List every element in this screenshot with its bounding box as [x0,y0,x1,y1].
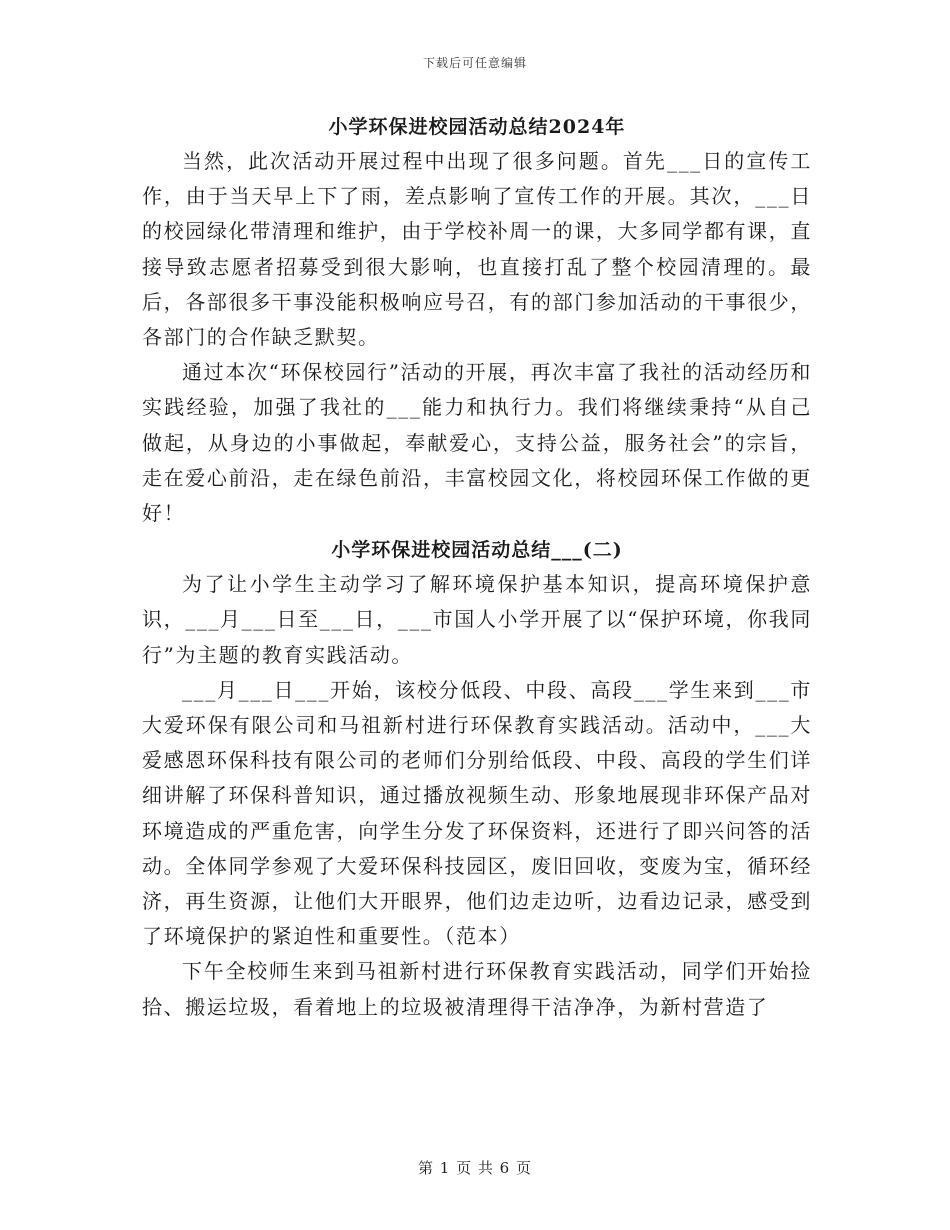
paragraph: ___月___日___开始，该校分低段、中段、高段___学生来到___市大爱环保有限公司和马祖新村进行环保教育实践活动。活动中，___大爱感恩环保科技有限公司的老师们分别给低段、中段、高段的学生们详细讲解了环保科普知识，通过播放视频生动、形象地展现非环保产品对环境造成的严重危害，向学生分发了环保资料，还进行了即兴问答的活动。全体同学参观了大爱环保科技园区，废旧回收，变废为宝，循环经济，再生资源，让他们大开眼界，他们边走边听，边看边记录，感受到了环境保护的紧迫性和重要性。（范本） [142,677,812,949]
section-title-1: 小学环保进校园活动总结2024年 [328,116,626,138]
paragraph: 为了让小学生主动学习了解环境保护基本知识，提高环境保护意识，___月___日至___日，___市国人小学开展了以“保护环境，你我同行”为主题的教育实践活动。 [142,572,812,667]
paragraph: 下午全校师生来到马祖新村进行环保教育实践活动，同学们开始捡拾、搬运垃圾，看着地上的垃圾被清理得干洁净净，为新村营造了 [142,959,812,1019]
document-body [142,110,812,1025]
paragraph: 通过本次“环保校园行”活动的开展，再次丰富了我社的活动经历和实践经验，加强了我社的___能力和执行力。我们将继续秉持“从自己做起，从身边的小事做起，奉献爱心，支持公益，服务社会”的宗旨，走在爱心前沿，走在绿色前沿，丰富校园文化，将校园环保工作做的更好！ [142,360,812,526]
section-title-2: 小学环保进校园活动总结___(二) [331,539,623,562]
paragraph: 当然，此次活动开展过程中出现了很多问题。首先___日的宣传工作，由于当天早上下了雨，差点影响了宣传工作的开展。其次，___日的校园绿化带清理和维护，由于学校补周一的课，大多同学都有课，直接导致志愿者招募受到很大影响，也直接打乱了整个校园清理的。最后，各部很多干事没能积极响应号召，有的部门参加活动的干事很少，各部门的合作缺乏默契。 [142,149,812,350]
page-header-note: 下载后可任意编辑 [422,56,527,70]
page-number-footer: 第 1 页 共 6 页 [418,1159,532,1177]
